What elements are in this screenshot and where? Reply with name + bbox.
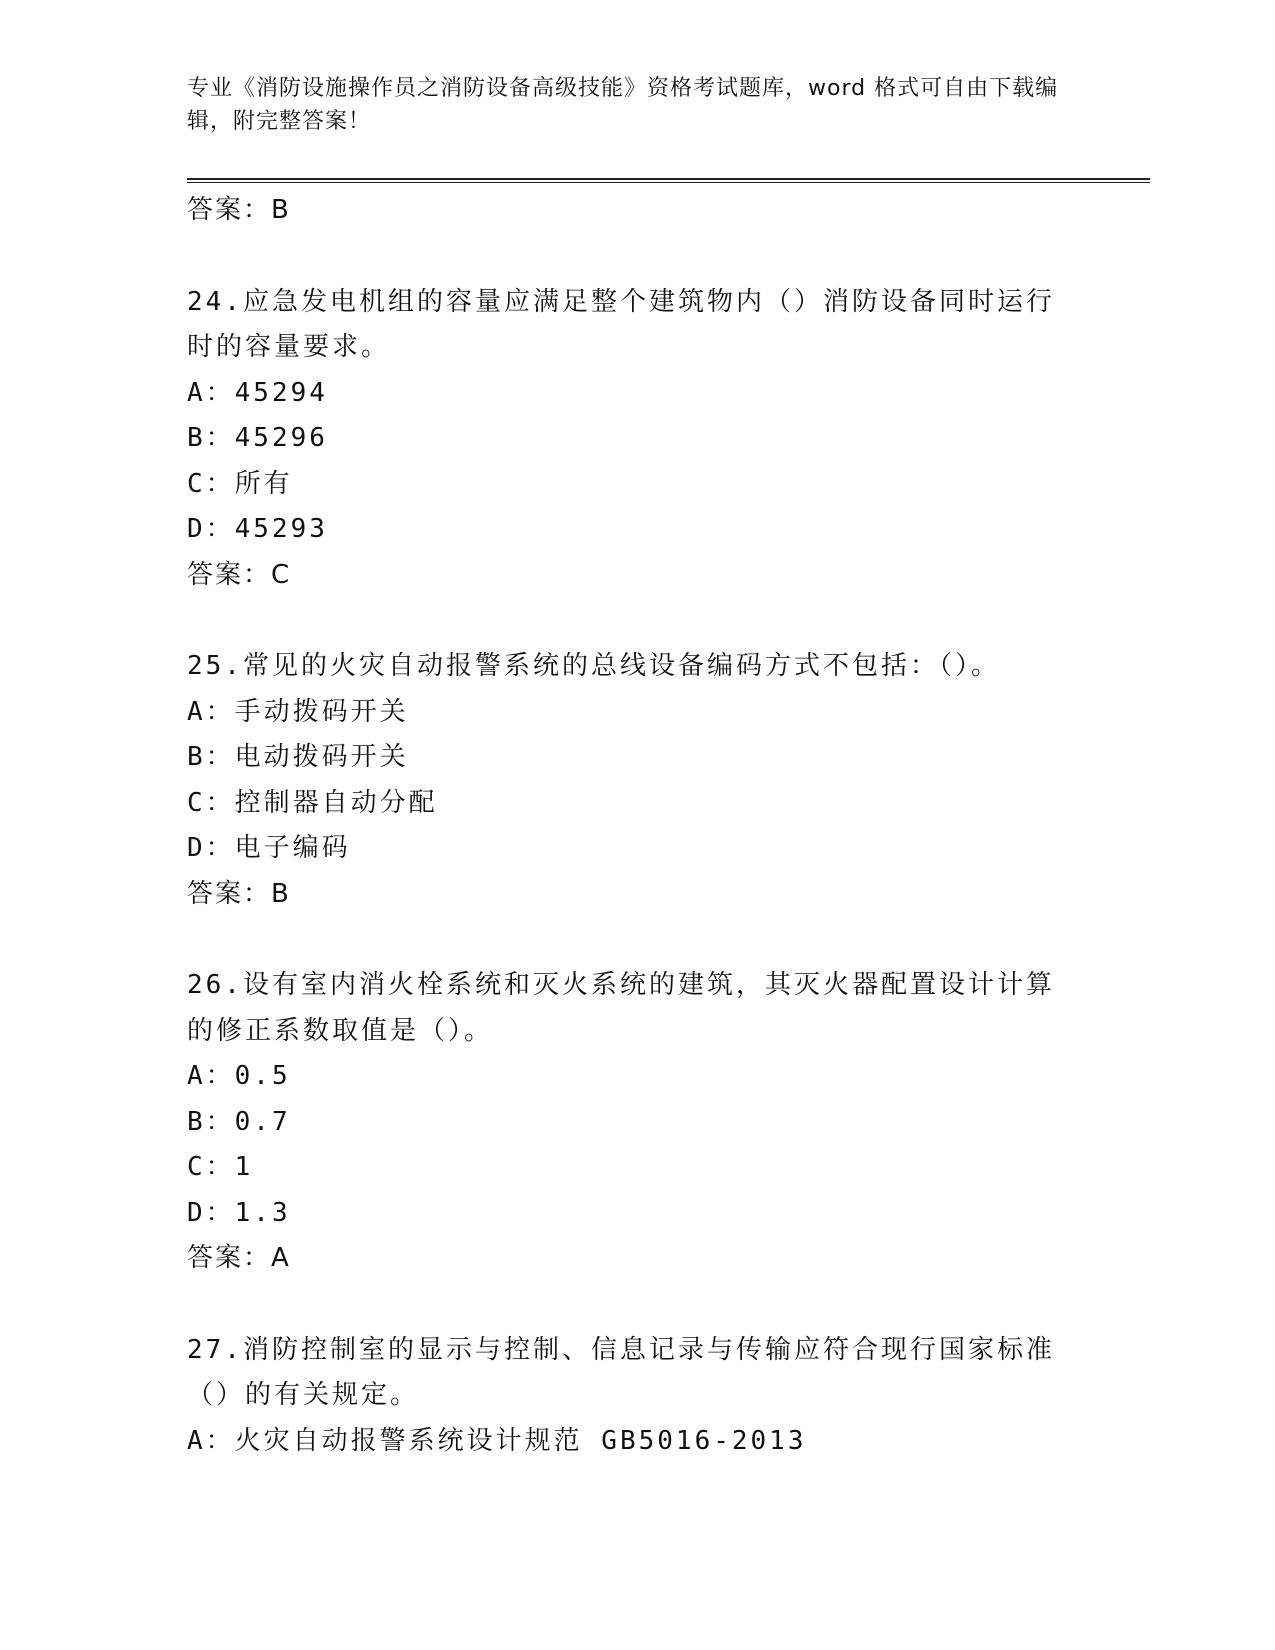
- question-stem: 24.应急发电机组的容量应满足整个建筑物内（）消防设备同时运行时的容量要求。: [187, 286, 1055, 362]
- option-b: B：0.7: [187, 1106, 291, 1137]
- question-block: [187, 963, 1067, 1282]
- answer-line: 答案：B: [187, 878, 291, 909]
- question-block: [187, 1328, 1067, 1465]
- answer-line: 答案：B: [187, 195, 291, 225]
- option-d: D：1.3: [187, 1197, 291, 1228]
- question-block: [187, 280, 1067, 599]
- header-divider: [187, 178, 1150, 183]
- page-header-text: 专业《消防设施操作员之消防设备高级技能》资格考试题库，word 格式可自由下载编辑，附完整答案！: [187, 76, 1059, 134]
- option-c: C：1: [187, 1152, 254, 1182]
- option-c: C：所有: [187, 468, 293, 499]
- option-a: A：45294: [187, 377, 328, 408]
- answer-line: 答案：C: [187, 559, 292, 590]
- question-stem: 26.设有室内消火栓系统和灭火系统的建筑，其灭火器配置设计计算的修正系数取值是（）。: [187, 970, 1055, 1046]
- option-b: B：45296: [187, 423, 328, 453]
- option-b: B：电动拨码开关: [187, 742, 409, 772]
- option-d: D：电子编码: [187, 833, 351, 863]
- option-a: A：手动拨码开关: [187, 696, 409, 727]
- question-stem: 25.常见的火灾自动报警系统的总线设备编码方式不包括：（）。: [187, 651, 1000, 681]
- option-d: D：45293: [187, 514, 328, 544]
- question-list: [187, 188, 1067, 1464]
- answer-line: 答案：A: [187, 1243, 291, 1273]
- question-block: [187, 644, 1067, 917]
- question-stem: 27.消防控制室的显示与控制、信息记录与传输应符合现行国家标准（）的有关规定。: [187, 1334, 1055, 1410]
- option-c: C：控制器自动分配: [187, 787, 438, 818]
- option-a: A：火灾自动报警系统设计规范 GB5016-2013: [187, 1425, 807, 1456]
- option-a: A：0.5: [187, 1061, 291, 1091]
